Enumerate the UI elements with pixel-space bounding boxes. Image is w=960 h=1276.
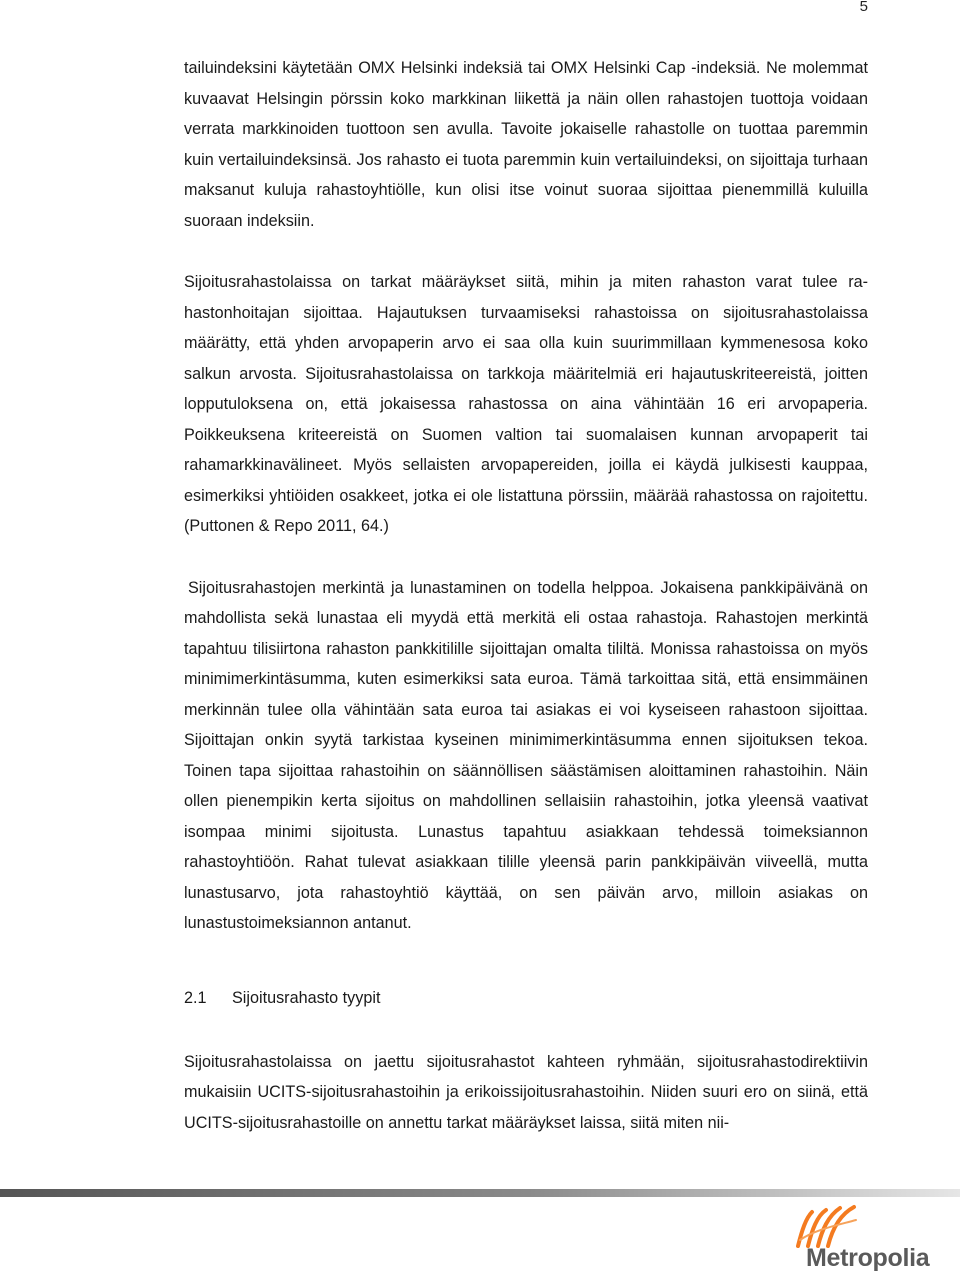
paragraph-fund-types: Sijoitusrahastolaissa on jaettu sijoitusrahastot kahteen ryhmään, sijoitusrahastodirektiivin mukaisiin UCITS-sijoitusrahastoihin ja erikoissijoitusrahastoihin. Niiden suuri ero on siinä, että UCITS-sijoitusrahastoille on annettu tarkat määräykset laissa, siitä miten nii- bbox=[184, 1052, 868, 1132]
paragraph-subscription-redemption: Sijoitusrahastojen merkintä ja lunastaminen on todella helppoa. Jokaisena pankkipäivänä on mahdollista sekä lunastaa eli myydä että merkitä eli ostaa rahastoja. Rahastojen merkintä tapahtuu tilisiirtona rahaston pankkitilille sijoittajan omalta tililtä. Monissa rahastoissa on myös minimimerkintäsumma, kuten esimerkiksi sata euroa. Tämä tarkoittaa sitä, että ensimmäinen merkinnän tulee olla vähintään sata euroa tai asiakas ei voi kyseiseen rahastoon sijoittaa. Sijoittajan onkin syytä tarkistaa kyseinen minimimerkintäsumma ennen sijoituksen tekoa. Toinen tapa sijoittaa rahastoihin on säännöllisen säästämisen aloittaminen rahastoihin. Näin ollen pienempikin kerta sijoitus on mahdollinen sellaisiin rahastoihin, jotka yleensä vaativat isompaa minimi sijoitusta. Lunastus tapahtuu asiakkaan tehdessä toimeksiannon rahastoyhtiöön. Rahat tulevat asiakkaan tilille yleensä parin pankkipäivän viiveellä, mutta lunastusarvo, jota rahastoyhtiö käyttää, on sen päivän arvo, milloin asiakas on lunastustoimeksiannon antanut. bbox=[184, 578, 868, 932]
metropolia-logo-mark-icon bbox=[792, 1200, 872, 1250]
metropolia-logo bbox=[792, 1200, 930, 1276]
document-body bbox=[184, 53, 868, 1138]
section-number: 2.1 bbox=[184, 988, 207, 1007]
section-heading bbox=[184, 983, 868, 1013]
logo-text: Metropolia bbox=[806, 1244, 930, 1272]
page-number: 5 bbox=[859, 0, 868, 15]
paragraph-index-comparison: tailuindeksini käytetään OMX Helsinki indeksiä tai OMX Helsinki Cap -indeksiä. Ne molemmat kuvaavat Helsingin pörssin koko markkinan liikettä ja näin ollen rahastojen tuottoja voidaan verrata markkinoiden tuottoon sen avulla. Tavoite jokaiselle rahastolle on tuottaa paremmin kuin vertailuindeksinsä. Jos rahasto ei tuota paremmin kuin vertailuindeksi, on sijoittaja turhaan maksanut kuluja rahastoyhtiölle, kun olisi itse voinut suoraa sijoittaa pienemmillä kuluilla suoraan indeksiin. bbox=[184, 59, 868, 230]
paragraph-diversification-rules: Sijoitusrahastolaissa on tarkat määräykset siitä, mihin ja miten rahaston varat tulee rahastonhoitajan sijoittaa. Hajautuksen turvaamiseksi rahastoissa on sijoitusrahastolaissa määrätty, että yhden arvopaperin arvo ei saa olla kuin suurimmillaan kymmenesosa koko salkun arvosta. Sijoitusrahastolaissa on tarkkoja määritelmiä eri hajautuskriteereistä, joitten lopputuloksena on, että jokaisessa rahastossa on aina vähintään 16 eri arvopaperia. Poikkeuksena kriteereistä on Suomen valtion tai suomalaisen kunnan arvopaperit tai rahamarkkinavälineet. Myös sellaisten arvopapereiden, joilla ei käydä julkisesti kauppaa, esimerkiksi yhtiöiden osakkeet, jotka ei ole listattuna pörssiin, määrää rahastossa on rajoitettu. (Puttonen & Repo 2011, 64.) bbox=[184, 273, 868, 535]
footer-gradient-bar bbox=[0, 1188, 960, 1198]
section-title: Sijoitusrahasto tyypit bbox=[232, 988, 381, 1007]
